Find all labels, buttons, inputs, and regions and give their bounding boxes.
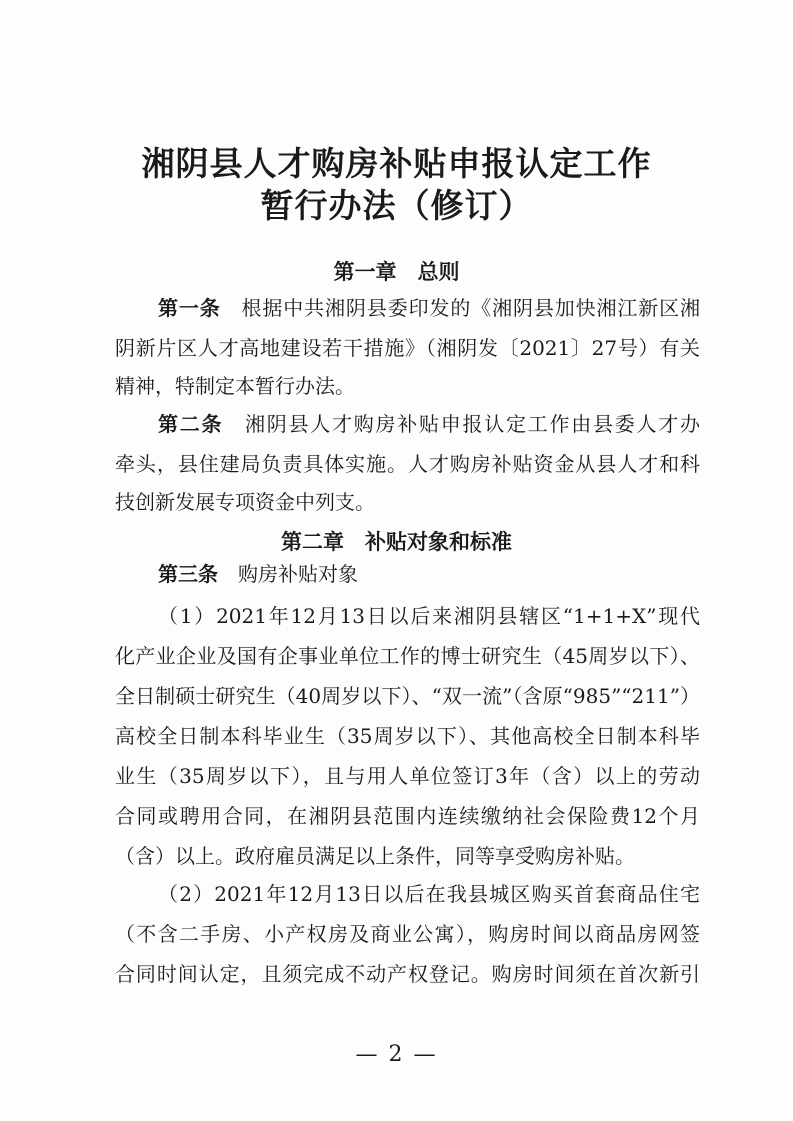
item-1-line-2: 化产业企业及国有企事业单位工作的博士研究生（45周岁以下）、 bbox=[115, 644, 700, 668]
article-2-text-1: 湘阴县人才购房补贴申报认定工作由县委人才办 bbox=[245, 412, 700, 436]
article-1-heading: 第一条 bbox=[158, 296, 221, 320]
article-1-line-3: 精神，特制定本暂行办法。 bbox=[115, 374, 355, 398]
article-3-heading: 第三条 bbox=[158, 562, 218, 586]
article-2-line-2: 牵头，县住建局负责具体实施。人才购房补贴资金从县人才和科 bbox=[115, 452, 700, 476]
article-3-line-1 bbox=[158, 560, 700, 588]
page-number: — 2 — bbox=[355, 1042, 438, 1067]
document-title-line-2: 暂行办法（修订） bbox=[260, 186, 533, 225]
item-1-line-1: （1）2021年12月13日以后来湘阴县辖区“1+1+X”现代 bbox=[158, 604, 700, 628]
article-2-line-1 bbox=[158, 410, 700, 438]
item-1-line-4: 高校全日制本科毕业生（35周岁以下）、其他高校全日制本科毕 bbox=[115, 724, 700, 748]
article-1-line-1 bbox=[158, 294, 700, 322]
chapter-2-heading: 第二章 补贴对象和标准 bbox=[281, 530, 512, 554]
article-3-text: 购房补贴对象 bbox=[238, 562, 358, 586]
article-1-text-1: 根据中共湘阴县委印发的《湘阴县加快湘江新区湘 bbox=[241, 296, 701, 320]
item-1-line-6: 合同或聘用合同，在湘阴县范围内连续缴纳社会保险费12个月 bbox=[115, 804, 700, 828]
article-2-heading: 第二条 bbox=[158, 412, 224, 436]
item-1-line-5: 业生（35周岁以下），且与用人单位签订3年（含）以上的劳动 bbox=[115, 764, 700, 788]
item-1-line-3: 全日制硕士研究生（40周岁以下）、“双一流”（含原“985”“211”） bbox=[115, 684, 700, 708]
document-title-line-1: 湘阴县人才购房补贴申报认定工作 bbox=[141, 144, 652, 183]
item-2-line-3: 合同时间认定，且须完成不动产权登记。购房时间须在首次新引 bbox=[115, 962, 700, 986]
item-1-line-7: （含）以上。政府雇员满足以上条件，同等享受购房补贴。 bbox=[115, 844, 635, 868]
article-2-line-3: 技创新发展专项资金中列支。 bbox=[115, 490, 375, 514]
chapter-1-heading: 第一章 总则 bbox=[333, 260, 460, 284]
item-2-line-2: （不含二手房、小产权房及商业公寓），购房时间以商品房网签 bbox=[115, 922, 700, 946]
item-2-line-1: （2）2021年12月13日以后在我县城区购买首套商品住宅 bbox=[158, 882, 700, 906]
article-1-line-2: 阴新片区人才高地建设若干措施》（湘阴发〔2021〕27号）有关 bbox=[115, 336, 700, 360]
